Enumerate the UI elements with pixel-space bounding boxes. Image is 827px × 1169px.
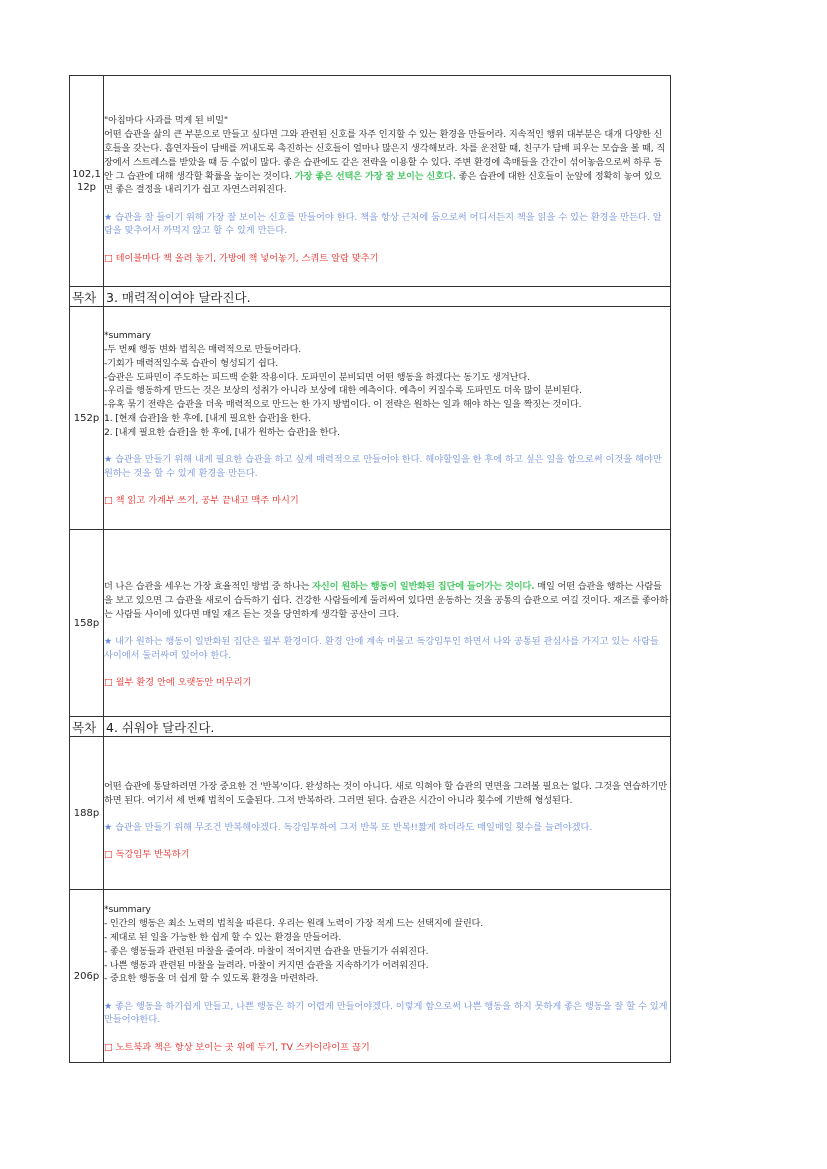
summary-label: *summary xyxy=(104,904,151,916)
reflection-note: ★ 좋은 행동을 하기쉽게 만들고, 나쁜 행동은 하기 어렵게 만들어야겠다. 이렇게 함으로써 나쁜 행동을 하지 못하게 좋은 행동을 잘 할 수 있게 만들어야한다. xyxy=(104,1000,668,1026)
section-title: 3. 매력적이여야 달라진다. xyxy=(104,287,671,307)
summary-item: -유혹 묶기 전략은 습관을 더욱 매력적으로 만드는 한 가지 방법이다. 이 전략은 원하는 일과 해야 하는 일을 짝짓는 것이다. xyxy=(104,399,582,411)
note-body xyxy=(104,737,671,890)
page-number: 152p xyxy=(70,307,104,530)
section-title: 4. 쉬워야 달라진다. xyxy=(104,717,671,737)
note-body xyxy=(104,76,671,287)
todo-item: □ 책 읽고 가계부 쓰기, 공부 끝내고 맥주 마시기 xyxy=(104,495,299,507)
page-number: 158p xyxy=(70,530,104,717)
quote-title: "아침마다 사과를 먹게 된 비밀" xyxy=(104,115,228,127)
notes-table xyxy=(69,75,671,1063)
reflection-note: ★ 습관을 만들기 위해 무조건 반복해야겠다. 독강임투하여 그저 반복 또 반복!!짧게 하더라도 매일매일 횟수를 늘려야겠다. xyxy=(104,822,593,833)
page-number: 206p xyxy=(70,890,104,1063)
section-label: 목차 xyxy=(70,717,104,737)
summary-item: - 제대로 된 일을 가능한 한 쉽게 할 수 있는 환경을 만들어라. xyxy=(104,932,342,943)
todo-item: □ 월부 환경 안에 오랫동안 머무리기 xyxy=(104,677,252,689)
section-header xyxy=(70,287,671,307)
summary-item: - 인간의 행동은 최소 노력의 법칙을 따른다. 우리는 원래 노력이 가장 적게 드는 선택지에 끌린다. xyxy=(104,918,484,930)
note-body xyxy=(104,530,671,717)
summary-item: -우리를 행동하게 만드는 것은 보상의 성취가 아니라 보상에 대한 예측이다. 예측이 커질수록 도파민도 더욱 많이 분비된다. xyxy=(104,385,582,397)
todo-item: □ 독강임투 반복하기 xyxy=(104,849,190,861)
paragraph: 더 나은 습관을 세우는 가장 효율적인 방법 중 하나는 자신이 원하는 행동이 일반화된 집단에 들어가는 것이다. 매일 어떤 습관을 행하는 사람들을 보고 있으면 그 습관을 새로이 습득하기 쉽다. 건강한 사람들에게 둘러싸여 있다면 운동하는 것을 공통의 습관으로 여길 것이다. 재즈를 좋아하는 사람들 사이에 있다면 매일 재즈 듣는 것을 당연하게 생각할 공산이 크다. xyxy=(104,581,669,620)
note-body xyxy=(104,890,671,1063)
reflection-note: ★ 습관을 만들기 위해 내게 필요한 습관을 하고 싶게 매력적으로 만들어야 한다. 해야할일을 한 후에 하고 싶은 일을 함으로써 이것을 해야만 원하는 것을 할 수 있게 환경을 만든다. xyxy=(104,453,662,479)
table-row xyxy=(70,76,671,287)
reflection-note: ★ 내가 원하는 행동이 일반화된 집단은 월부 환경이다. 환경 안에 계속 머물고 독강임투인 하면서 나와 공통된 관심사를 가지고 있는 사람들 사이에서 둘러싸여 있어야 한다. xyxy=(104,636,659,661)
table-row xyxy=(70,890,671,1063)
paragraph: 어떤 습관을 삶의 큰 부분으로 만들고 싶다면 그와 관련된 신호를 자주 인지할 수 있는 환경을 만들어라. 지속적인 행위 대부분은 대개 다양한 신호들을 갖는다. 흡연자들이 담배를 꺼내도록 촉진하는 신호들이 얼마나 많은지 생각해보라. 차를 운전할 때, 친구가 담배 피우는 모습을 볼 때, 직장에서 스트레스를 받았을 때 등 수없이 많다. 좋은 습관에도 같은 전략을 이용할 수 있다. 주변 환경에 촉매들을 간간이 섞어놓음으로써 하루 동안 그 습관에 대해 생각할 확률을 높이는 것이다. 가장 좋은 선택은 가장 잘 보이는 신호다. 좋은 습관에 대한 신호들이 눈앞에 정확히 놓여 있으면 좋은 결정을 내리기가 쉽고 자연스러워진다. xyxy=(104,129,666,196)
table-row xyxy=(70,530,671,717)
highlight-text: 자신이 원하는 행동이 일반화된 집단에 들어가는 것이다. xyxy=(312,581,535,593)
summary-item: -두 번째 행동 변화 법칙은 매력적으로 만들어라다. xyxy=(104,343,302,355)
table-row xyxy=(70,737,671,890)
paragraph: 어떤 습관에 통달하려면 가장 중요한 건 '반복'이다. 완성하는 것이 아니다. 새로 익혀야 할 습관의 면면을 그려볼 필요는 없다. 그것을 연습하기만 하면 된다. 여기서 세 번째 법칙이 도출된다. 그저 반복하라. 그러면 된다. 습관은 시간이 아니라 횟수에 기반해 형성된다. xyxy=(104,780,668,806)
summary-item: - 좋은 행동들과 관련된 마찰을 줄여라. 마찰이 적어지면 습관을 만들기가 쉬워진다. xyxy=(104,945,429,957)
summary-item: - 중요한 행동을 더 쉽게 할 수 있도록 환경을 마련하라. xyxy=(104,973,319,985)
summary-item: 1. [현재 습관]을 한 후에, [내게 필요한 습관]을 한다. xyxy=(104,412,311,424)
note-body xyxy=(104,307,671,530)
highlight-text: 가장 좋은 선택은 가장 잘 보이는 신호다. xyxy=(294,170,456,182)
page-number: 102,1 12p xyxy=(70,76,104,287)
summary-item: - 나쁜 행동과 관련된 마찰을 늘려라. 마찰이 커지면 습관을 지속하기가 어려워진다. xyxy=(104,959,429,971)
reflection-note: ★ 습관을 잘 들이기 위해 가장 잘 보이는 신호를 만들어야 한다. 책을 항상 근처에 둠으로써 어디서든지 책을 읽을 수 있는 환경을 만든다. 알람을 맞추어서 까먹지 않고 할 수 있게 만든다. xyxy=(104,211,662,237)
summary-item: 2. [내게 필요한 습관]을 한 후에, [내가 원하는 습관]을 한다. xyxy=(104,426,340,438)
section-label: 목차 xyxy=(70,287,104,307)
summary-label: *summary xyxy=(104,330,151,342)
section-header xyxy=(70,717,671,737)
todo-item: □ 테이블마다 책 올려 놓기, 가방에 책 넣어놓기, 스쿼트 알람 맞추기 xyxy=(104,252,379,264)
todo-item: □ 노트북과 책은 항상 보이는 곳 위에 두기, TV 스카이라이프 끊기 xyxy=(104,1041,370,1053)
page-number: 188p xyxy=(70,737,104,890)
summary-item: -습관은 도파민이 주도하는 피드백 순환 작용이다. 도파민이 분비되면 어떤 행동을 하겠다는 동기도 생겨난다. xyxy=(104,371,530,383)
summary-item: -기회가 매력적일수록 습관이 형성되기 쉽다. xyxy=(104,357,279,369)
table-row xyxy=(70,307,671,530)
